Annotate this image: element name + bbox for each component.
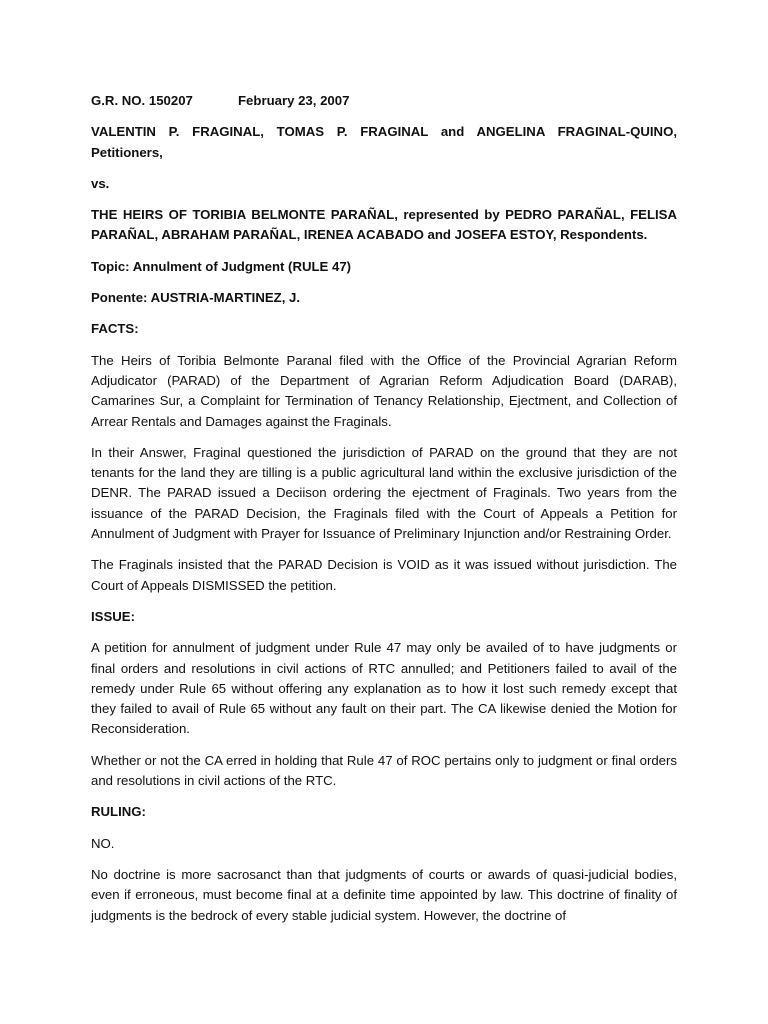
topic-line: Topic: Annulment of Judgment (RULE 47): [91, 258, 352, 274]
respondents-line: THE HEIRS OF TORIBIA BELMONTE PARAÑAL, represented by PEDRO PARAÑAL, FELISA PARAÑAL, ABRAHAM PARAÑAL, IRENEA ACABADO and JOSEFA ESTOY, Respondents.: [91, 207, 677, 243]
versus-line: vs.: [91, 175, 110, 191]
case-date: February 23, 2007: [238, 93, 350, 108]
document-page: [91, 91, 677, 937]
case-header: [91, 91, 677, 111]
ruling-answer: NO.: [91, 835, 115, 851]
facts-paragraph: In their Answer, Fraginal questioned the jurisdiction of PARAD on the ground that they are not tenants for the land they are tilling is a public agricultural land within the exclusive jurisdiction of the DENR. The PARAD issued a Deciison ordering the ejectment of Fraginals. Two years from the issuance of the PARAD Decision, the Fraginals filed with the Court of Appeals a Petition for Annulment of Judgment with Prayer for Issuance of Preliminary Injunction and/or Restraining Order.: [91, 444, 677, 542]
facts-paragraph: The Fraginals insisted that the PARAD Decision is VOID as it was issued without jurisdiction. The Court of Appeals DISMISSED the petition.: [91, 557, 677, 593]
issue-paragraph: Whether or not the CA erred in holding that Rule 47 of ROC pertains only to judgment or final orders and resolutions in civil actions of the RTC.: [91, 752, 677, 789]
facts-paragraph: The Heirs of Toribia Belmonte Paranal filed with the Office of the Provincial Agrarian Reform Adjudicator (PARAD) of the Department of Agrarian Reform Adjudication Board (DARAB), Camarines Sur, a Complaint for Termination of Tenancy Relationship, Ejectment, and Collection of Arrear Rentals and Damages against the Fraginals.: [91, 352, 677, 429]
petitioners-line: VALENTIN P. FRAGINAL, TOMAS P. FRAGINAL and ANGELINA FRAGINAL-QUINO, Petitioners,: [91, 124, 677, 160]
ruling-paragraph: No doctrine is more sacrosanct than that judgments of courts or awards of quasi-judicial bodies, even if erroneous, must become final at a definite time appointed by law. This doctrine of finality of judgments is the bedrock of every stable judicial system. However, the doctrine of: [91, 866, 677, 923]
issue-paragraph: A petition for annulment of judgment under Rule 47 may only be availed of to have judgments or final orders and resolutions in civil actions of RTC annulled; and Petitioners failed to avail of the remedy under Rule 65 without offering any explanation as to how it lost such remedy except that they failed to avail of Rule 65 without any fault on their part. The CA likewise denied the Motion for Reconsideration.: [91, 640, 677, 737]
ponente-line: Ponente: AUSTRIA-MARTINEZ, J.: [91, 290, 301, 306]
ruling-heading: RULING:: [91, 804, 146, 820]
case-number: G.R. NO. 150207: [91, 93, 193, 108]
facts-heading: FACTS:: [91, 321, 139, 337]
issue-heading: ISSUE:: [91, 608, 135, 624]
